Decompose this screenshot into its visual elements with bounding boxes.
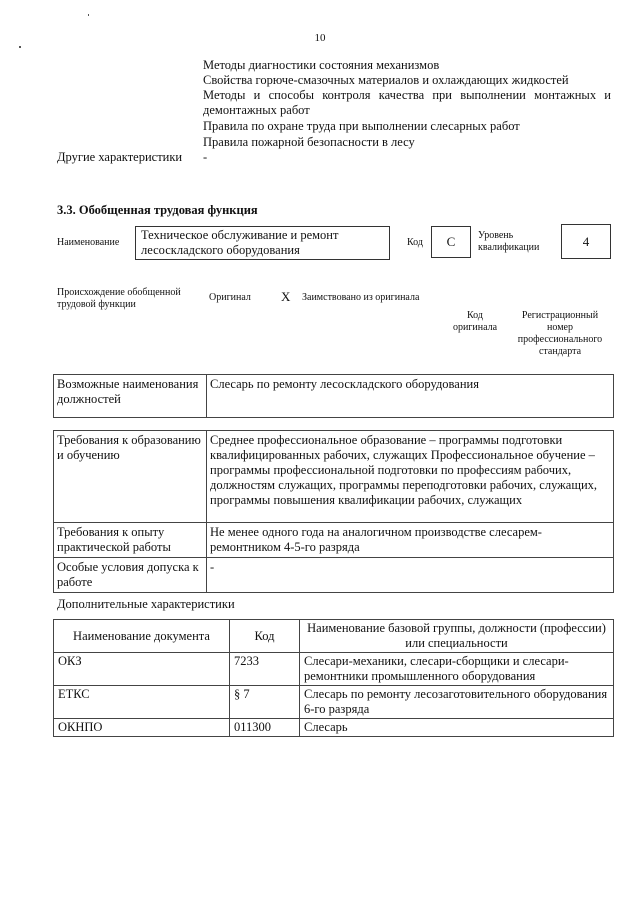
experience-value: Не менее одного года на аналогичном производстве слесарем-ремонтником 4-5-го разряда (207, 523, 614, 558)
other-characteristics-label: Другие характеристики (57, 150, 183, 164)
table-row (54, 686, 614, 719)
table-row (54, 653, 614, 686)
group-cell: Слесарь (300, 719, 614, 737)
experience-label: Требования к опыту практической работы (54, 523, 207, 558)
scan-speck (19, 46, 21, 48)
knowledge-line: Правила пожарной безопасности в лесу (203, 135, 415, 149)
original-label: Оригинал (209, 292, 251, 303)
knowledge-line: демонтажных работ (203, 103, 310, 117)
scan-speck (88, 14, 89, 16)
header-group: Наименование базовой группы, должности (профессии) или специальности (300, 620, 614, 653)
origin-label: Происхождение обобщенной трудовой функции (57, 287, 181, 310)
name-label: Наименование (57, 237, 120, 248)
other-characteristics-value: - (203, 150, 208, 164)
function-name-field: Техническое обслуживание и ремонт лесоскладского оборудования (135, 226, 390, 260)
doc-cell: ЕТКС (54, 686, 230, 719)
code-cell: § 7 (230, 686, 300, 719)
special-conditions-label: Особые условия допуска к работе (54, 558, 207, 593)
table-row (54, 719, 614, 737)
group-cell: Слесарь по ремонту лесозаготовительного оборудования 6-го разряда (300, 686, 614, 719)
level-field: 4 (561, 224, 611, 259)
additional-table (53, 619, 614, 737)
positions-value: Слесарь по ремонту лесоскладского оборудования (207, 375, 614, 418)
original-code-label: Код оригинала (452, 310, 498, 333)
original-mark: X (281, 289, 291, 304)
group-cell: Слесари-механики, слесари-сборщики и слесари-ремонтники промышленного оборудования (300, 653, 614, 686)
page-number: 10 (314, 32, 326, 44)
header-code: Код (230, 620, 300, 653)
section-title: 3.3. Обобщенная трудовая функция (57, 203, 258, 217)
doc-cell: ОКНПО (54, 719, 230, 737)
knowledge-line: Правила по охране труда при выполнении слесарных работ (203, 119, 520, 133)
doc-cell: ОКЗ (54, 653, 230, 686)
level-label: Уровень квалификации (478, 230, 540, 253)
code-field: C (431, 226, 471, 258)
positions-table (53, 374, 614, 418)
code-label: Код (407, 237, 423, 248)
knowledge-line: Методы диагностики состояния механизмов (203, 58, 440, 72)
education-value: Среднее профессиональное образование – программы подготовки квалифицированных рабочих, служащих Профессиональное обучение – программы профессиональной подготовки по профессиям рабочих, должностям служащих, программы переподготовки рабочих, служащих, программы повышения квалификации рабочих, служащих (207, 431, 614, 523)
knowledge-line: Свойства горюче-смазочных материалов и охлаждающих жидкостей (203, 73, 569, 87)
special-conditions-value: - (207, 558, 614, 593)
borrowed-label: Заимствовано из оригинала (302, 292, 420, 303)
additional-title: Дополнительные характеристики (57, 597, 235, 611)
code-cell: 7233 (230, 653, 300, 686)
education-label: Требования к образованию и обучению (54, 431, 207, 523)
code-cell: 011300 (230, 719, 300, 737)
knowledge-line: Методы и способы контроля качества при выполнении монтажных и (203, 88, 611, 102)
registration-number-label: Регистрационный номер профессионального стандарта (517, 310, 603, 357)
header-document: Наименование документа (54, 620, 230, 653)
requirements-table (53, 430, 614, 593)
positions-label: Возможные наименования должностей (54, 375, 207, 418)
